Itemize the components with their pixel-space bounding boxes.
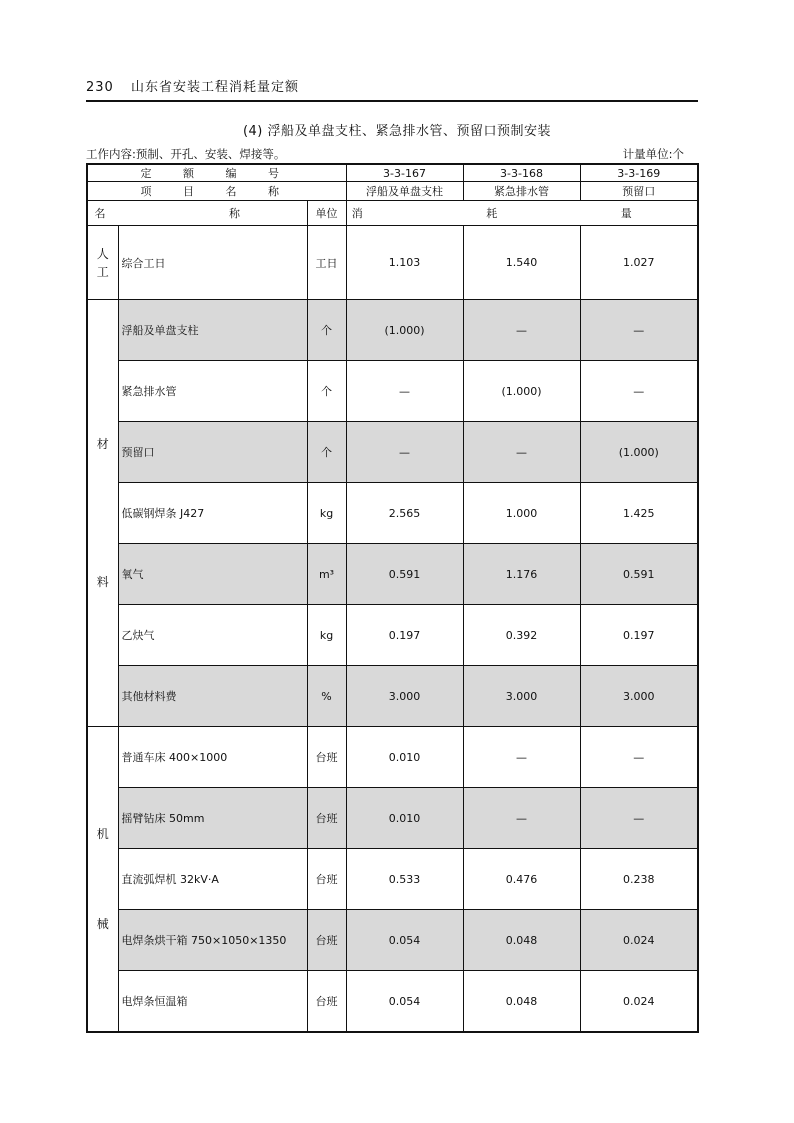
resource-name: 电焊条烘干箱 750×1050×1350	[118, 910, 307, 971]
table-row	[87, 666, 698, 727]
resource-unit: 个	[307, 300, 346, 361]
value-cell: 3.000	[463, 666, 580, 727]
value-cell: 0.054	[346, 971, 463, 1033]
value-cell: 0.048	[463, 971, 580, 1033]
code-row	[87, 164, 698, 182]
value-cell: 0.197	[346, 605, 463, 666]
value-cell: 0.591	[580, 544, 698, 605]
resource-unit: m³	[307, 544, 346, 605]
value-cell: —	[346, 422, 463, 483]
resource-name: 摇臂钻床 50mm	[118, 788, 307, 849]
value-cell: —	[580, 361, 698, 422]
resource-name: 低碳钢焊条 J427	[118, 483, 307, 544]
value-cell: —	[580, 300, 698, 361]
value-cell: 0.238	[580, 849, 698, 910]
resource-name: 预留口	[118, 422, 307, 483]
resource-name: 乙炔气	[118, 605, 307, 666]
value-cell: 0.010	[346, 788, 463, 849]
value-cell: 1.540	[463, 226, 580, 300]
value-cell: (1.000)	[580, 422, 698, 483]
category-material: 材 料	[87, 300, 118, 727]
column-name: 浮船及单盘支柱	[346, 182, 463, 201]
measure-unit: 计量单位:个	[622, 147, 684, 161]
resource-name: 综合工日	[118, 226, 307, 300]
column-name: 紧急排水管	[463, 182, 580, 201]
resource-name: 直流弧焊机 32kV·A	[118, 849, 307, 910]
value-cell: 1.027	[580, 226, 698, 300]
item-label: 项 目 名 称	[87, 182, 346, 201]
resource-unit: 台班	[307, 971, 346, 1033]
value-cell: —	[463, 422, 580, 483]
value-cell: 0.024	[580, 971, 698, 1033]
value-cell: —	[580, 788, 698, 849]
value-cell: —	[463, 300, 580, 361]
resource-unit: 台班	[307, 788, 346, 849]
section-title: (4) 浮船及单盘支柱、紧急排水管、预留口预制安装	[242, 124, 552, 139]
consumption-label: 消 耗 量	[346, 201, 698, 226]
value-cell: 1.103	[346, 226, 463, 300]
value-cell: 1.425	[580, 483, 698, 544]
code-label: 定 额 编 号	[87, 164, 346, 182]
table-row	[87, 226, 698, 300]
value-cell: 0.054	[346, 910, 463, 971]
work-content: 工作内容:预制、开孔、安装、焊接等。	[86, 147, 286, 161]
quota-table	[86, 163, 699, 1033]
value-cell: 0.533	[346, 849, 463, 910]
resource-unit: %	[307, 666, 346, 727]
resource-unit: 个	[307, 361, 346, 422]
value-cell: (1.000)	[463, 361, 580, 422]
value-cell: 1.000	[463, 483, 580, 544]
value-cell: 0.392	[463, 605, 580, 666]
value-cell: 0.048	[463, 910, 580, 971]
category-machine: 机 械	[87, 727, 118, 1033]
category-labor: 人 工	[87, 226, 118, 300]
name-label: 名 称	[87, 201, 307, 226]
item-name-row	[87, 182, 698, 201]
resource-unit: 台班	[307, 910, 346, 971]
resource-unit: 工日	[307, 226, 346, 300]
value-cell: 0.476	[463, 849, 580, 910]
value-cell: 3.000	[346, 666, 463, 727]
book-title: 山东省安装工程消耗量定额	[130, 80, 299, 95]
value-cell: 2.565	[346, 483, 463, 544]
resource-unit: kg	[307, 483, 346, 544]
column-code: 3-3-169	[580, 164, 698, 182]
table-row	[87, 849, 698, 910]
value-cell: (1.000)	[346, 300, 463, 361]
table-row	[87, 422, 698, 483]
value-cell: —	[580, 727, 698, 788]
resource-unit: 个	[307, 422, 346, 483]
value-cell: 0.010	[346, 727, 463, 788]
value-cell: 0.024	[580, 910, 698, 971]
value-cell: 3.000	[580, 666, 698, 727]
resource-unit: kg	[307, 605, 346, 666]
table-row	[87, 971, 698, 1033]
work-content-line	[86, 146, 698, 162]
value-cell: 0.591	[346, 544, 463, 605]
column-name: 预留口	[580, 182, 698, 201]
resource-name: 浮船及单盘支柱	[118, 300, 307, 361]
table-row	[87, 910, 698, 971]
header-rule	[86, 100, 698, 102]
resource-unit: 台班	[307, 849, 346, 910]
resource-name: 普通车床 400×1000	[118, 727, 307, 788]
column-header-row	[87, 201, 698, 226]
column-code: 3-3-167	[346, 164, 463, 182]
table-row	[87, 300, 698, 361]
resource-name: 其他材料费	[118, 666, 307, 727]
resource-name: 氧气	[118, 544, 307, 605]
resource-unit: 台班	[307, 727, 346, 788]
table-row	[87, 788, 698, 849]
value-cell: —	[463, 788, 580, 849]
page-number: 230	[86, 80, 114, 95]
resource-name: 电焊条恒温箱	[118, 971, 307, 1033]
value-cell: —	[346, 361, 463, 422]
value-cell: 0.197	[580, 605, 698, 666]
table-row	[87, 483, 698, 544]
column-code: 3-3-168	[463, 164, 580, 182]
page-header	[86, 76, 698, 100]
unit-label: 单位	[307, 201, 346, 226]
resource-name: 紧急排水管	[118, 361, 307, 422]
table-row	[87, 727, 698, 788]
table-row	[87, 605, 698, 666]
value-cell: 1.176	[463, 544, 580, 605]
table-row	[87, 544, 698, 605]
value-cell: —	[463, 727, 580, 788]
table-row	[87, 361, 698, 422]
